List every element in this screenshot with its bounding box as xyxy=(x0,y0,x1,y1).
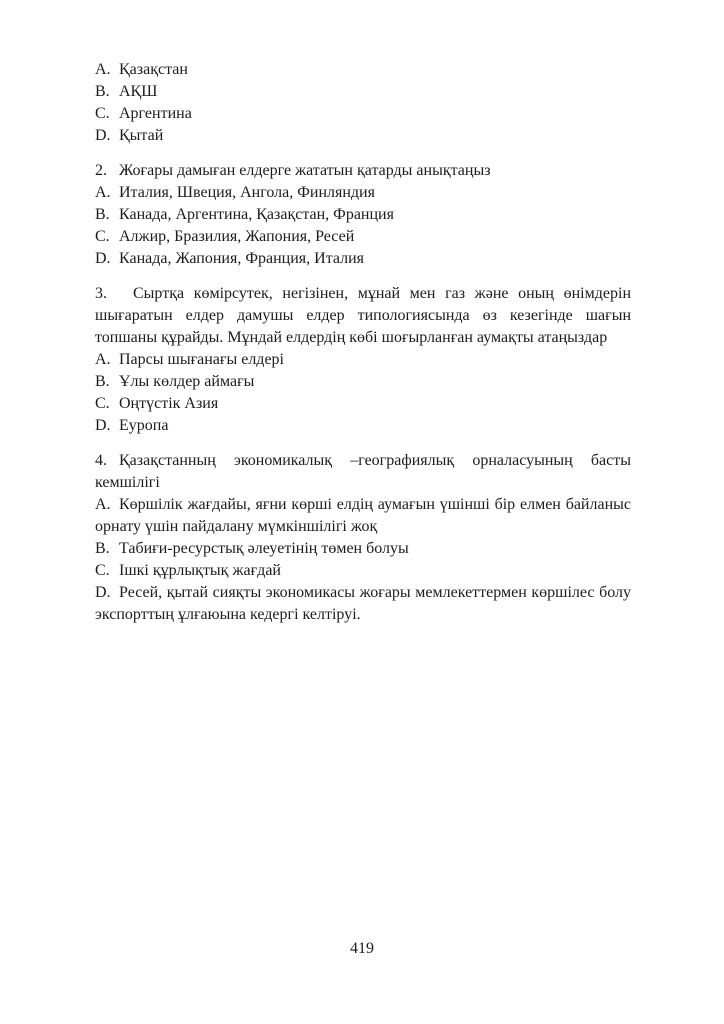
option-text: Италия, Швеция, Ангола, Финляндия xyxy=(119,184,375,201)
option-line xyxy=(95,226,631,248)
option-letter: D. xyxy=(95,250,111,267)
option-text: Қазақстан xyxy=(119,61,188,78)
option-text: Ресей, қытай сияқты экономикасы жоғары мемлекеттермен көршілес болу экспорттың ұлғаюына кедергі келтіруі. xyxy=(95,584,631,623)
option-letter: A. xyxy=(95,61,111,78)
option-letter: C. xyxy=(95,395,110,412)
option-line xyxy=(95,59,631,81)
option-text: Алжир, Бразилия, Жапония, Ресей xyxy=(119,228,355,245)
option-line xyxy=(95,81,631,103)
option-line xyxy=(95,494,631,538)
question-block-4 xyxy=(95,450,631,626)
question-number: 3. xyxy=(95,285,107,302)
question-block-3 xyxy=(95,283,631,437)
question-paragraph xyxy=(95,450,631,494)
option-text: Канада, Аргентина, Қазақстан, Франция xyxy=(119,206,394,223)
option-letter: A. xyxy=(95,184,111,201)
option-line xyxy=(95,204,631,226)
option-letter: B. xyxy=(95,206,110,223)
option-letter: A. xyxy=(95,496,111,513)
option-letter: D. xyxy=(95,417,111,434)
option-letter: B. xyxy=(95,83,110,100)
option-line xyxy=(95,103,631,125)
option-line xyxy=(95,415,631,437)
option-text: Қытай xyxy=(119,127,164,144)
option-letter: B. xyxy=(95,540,110,557)
option-line xyxy=(95,125,631,147)
question-block-2 xyxy=(95,160,631,270)
option-text: Оңтүстік Азия xyxy=(119,395,219,412)
question-text: Қазақстанның экономикалық –географиялық орналасуының басты кемшілігі xyxy=(95,452,631,491)
question-line xyxy=(95,160,631,182)
question-block-1 xyxy=(95,59,631,147)
option-line xyxy=(95,393,631,415)
option-text: Канада, Жапония, Франция, Италия xyxy=(119,250,365,267)
question-number: 4. xyxy=(95,452,107,469)
option-line xyxy=(95,248,631,270)
question-paragraph xyxy=(95,283,631,349)
option-text: АҚШ xyxy=(119,83,158,100)
option-letter: C. xyxy=(95,105,110,122)
option-text: Ұлы көлдер аймағы xyxy=(119,373,255,390)
option-line xyxy=(95,560,631,582)
option-text: Парсы шығанағы елдері xyxy=(119,351,284,368)
option-line xyxy=(95,538,631,560)
option-letter: B. xyxy=(95,373,110,390)
option-text: Көршілік жағдайы, яғни көрші елдің аумағын үшінші бір елмен байланыс орнату үшін пайдалану мүмкіншілігі жоқ xyxy=(95,496,631,535)
option-letter: C. xyxy=(95,562,110,579)
question-text: Сыртқа көмірсутек, негізінен, мұнай мен газ және оның өнімдерін шығаратын елдер дамушы елдер типологиясында өз кезегінде шағын топшаны құрайды. Мұндай елдердің көбі шоғырланған аумақты атаңыздар xyxy=(95,285,631,346)
option-text: Аргентина xyxy=(119,105,192,122)
option-letter: A. xyxy=(95,351,111,368)
option-line xyxy=(95,371,631,393)
page-content xyxy=(95,59,631,639)
option-text: Ішкі құрлықтық жағдай xyxy=(119,562,281,579)
option-letter: D. xyxy=(95,127,111,144)
page-number: 419 xyxy=(350,940,374,957)
option-text: Еуропа xyxy=(119,417,169,434)
option-line xyxy=(95,582,631,626)
option-text: Табиғи-ресурстық әлеуетінің төмен болуы xyxy=(119,540,409,557)
option-letter: C. xyxy=(95,228,110,245)
question-number: 2. xyxy=(95,162,107,179)
option-line xyxy=(95,182,631,204)
question-text: Жоғары дамыған елдерге жататын қатарды анықтаңыз xyxy=(119,162,491,179)
option-line xyxy=(95,349,631,371)
option-letter: D. xyxy=(95,584,111,601)
